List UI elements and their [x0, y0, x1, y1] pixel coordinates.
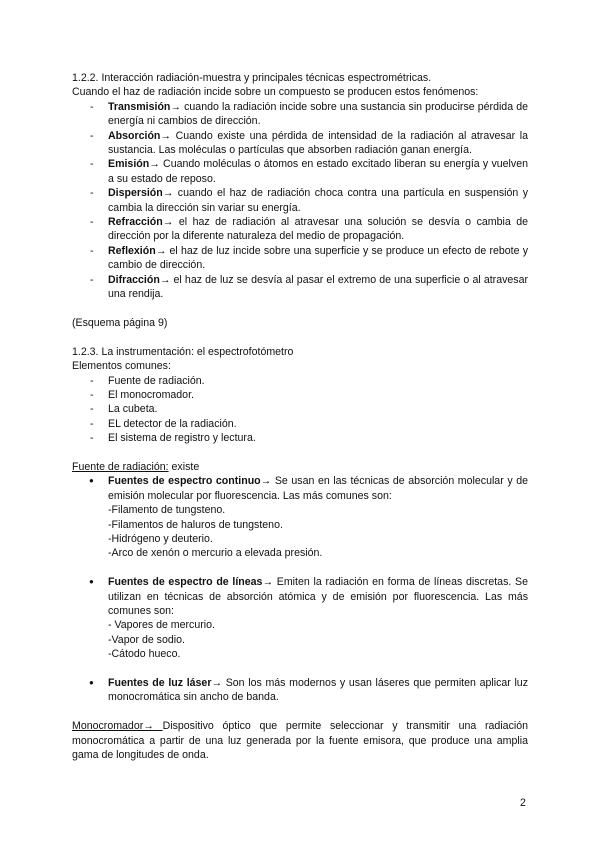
fuente-label: Fuente de radiación:: [72, 460, 169, 473]
source-continuo: [72, 474, 528, 560]
phenomenon-item: [72, 157, 528, 186]
element-item: - El monocromador.: [72, 388, 528, 402]
source-example: -Filamentos de haluros de tungsteno.: [108, 518, 283, 531]
page-number: 2: [520, 797, 526, 809]
phenomena-list: [72, 100, 528, 302]
phenomenon-term: Absorción: [108, 129, 161, 142]
source-example: - Vapores de mercurio.: [108, 619, 215, 632]
sources-list: [72, 474, 528, 704]
fuente-suffix: existe: [168, 460, 200, 473]
monocromador-text: Dispositivo óptico que permite seleccionar y transmitir una radiación monocromática a partir de una luz generada por la fuente emisora, que produce una amplia gama de longitudes de onda.: [72, 720, 529, 761]
phenomenon-text: → el haz de luz se desvía al pasar el extremo de una superficie o al atravesar una rendija.: [108, 273, 528, 301]
section-123-heading: 1.2.3. La instrumentación: el espectrofotómetro: [72, 345, 294, 358]
document-page: [72, 71, 528, 762]
element-item: - Fuente de radiación.: [72, 374, 528, 388]
phenomenon-text: → Cuando moléculas o átomos en estado excitado liberan su energía y vuelven a su estado de reposo.: [108, 158, 528, 185]
source-example: -Arco de xenón o mercurio a elevada presión.: [108, 547, 323, 560]
phenomenon-item: [72, 244, 528, 273]
phenomenon-term: Difracción: [108, 273, 160, 286]
phenomenon-item: [72, 273, 528, 302]
phenomenon-text: → el haz de luz incide sobre una superficie y se produce un efecto de rebote y cambio de dirección.: [108, 244, 528, 272]
source-text: → Se usan en las técnicas de absorción molecular y de emisión molecular por fluorescencia. Las más comunes son:: [108, 475, 528, 502]
section-123-intro: Elementos comunes:: [72, 360, 171, 373]
phenomenon-item: [72, 215, 528, 244]
phenomenon-term: Refracción: [108, 216, 163, 229]
element-item: - La cubeta.: [72, 402, 528, 416]
phenomenon-term: Transmisión: [108, 100, 171, 113]
source-term: Fuentes de luz láser: [108, 676, 212, 689]
phenomenon-term: Emisión: [108, 158, 150, 171]
schema-note: (Esquema página 9): [72, 316, 168, 329]
phenomenon-text: → Cuando existe una pérdida de intensidad de la radiación al atravesar la sustancia. Las moléculas o partículas que absorben radiación ganan energía.: [108, 129, 528, 157]
source-laser: [72, 676, 528, 705]
phenomenon-term: Dispersión: [108, 187, 163, 200]
monocromador-paragraph: [72, 719, 528, 762]
phenomenon-item: [72, 186, 528, 215]
element-item: - El sistema de registro y lectura.: [72, 431, 528, 445]
phenomenon-term: Reflexión: [108, 244, 156, 257]
source-text: → Son los más modernos y usan láseres que permiten aplicar luz monocromática sin ancho de banda.: [108, 676, 529, 704]
fuente-heading: [72, 460, 528, 474]
source-example: -Filamento de tungsteno.: [108, 504, 226, 517]
phenomenon-text: → el haz de radiación al atravesar una solución se desvía o cambia de dirección por la diferente naturaleza del medio de propagación.: [108, 216, 528, 243]
source-lineas: [72, 575, 528, 661]
element-item: - EL detector de la radiación.: [72, 417, 528, 431]
source-term: Fuentes de espectro continuo: [108, 475, 261, 488]
source-example: -Cátodo hueco.: [108, 648, 181, 661]
source-text: → Emiten la radiación en forma de líneas discretas. Se utilizan en técnicas de absorción atómica y de emisión por fluorescencia. Las más comunes son:: [108, 576, 529, 617]
phenomenon-text: → cuando la radiación incide sobre una sustancia sin producirse pérdida de energía ni cambios de dirección.: [108, 100, 528, 128]
elements-list: [72, 374, 528, 446]
phenomenon-text: → cuando el haz de radiación choca contra una partícula en suspensión y cambia la dirección sin variar su energía.: [108, 187, 528, 214]
section-122-heading: 1.2.2. Interacción radiación-muestra y principales técnicas espectrométricas.: [72, 72, 432, 84]
phenomenon-item: [72, 129, 528, 158]
source-example: -Vapor de sodio.: [108, 633, 185, 646]
source-example: -Hidrógeno y deuterio.: [108, 532, 213, 545]
monocromador-label: Monocromador→: [72, 720, 163, 733]
section-122-intro: Cuando el haz de radiación incide sobre un compuesto se producen estos fenómenos:: [72, 86, 479, 99]
phenomenon-item: [72, 100, 528, 129]
source-term: Fuentes de espectro de líneas: [108, 576, 263, 589]
